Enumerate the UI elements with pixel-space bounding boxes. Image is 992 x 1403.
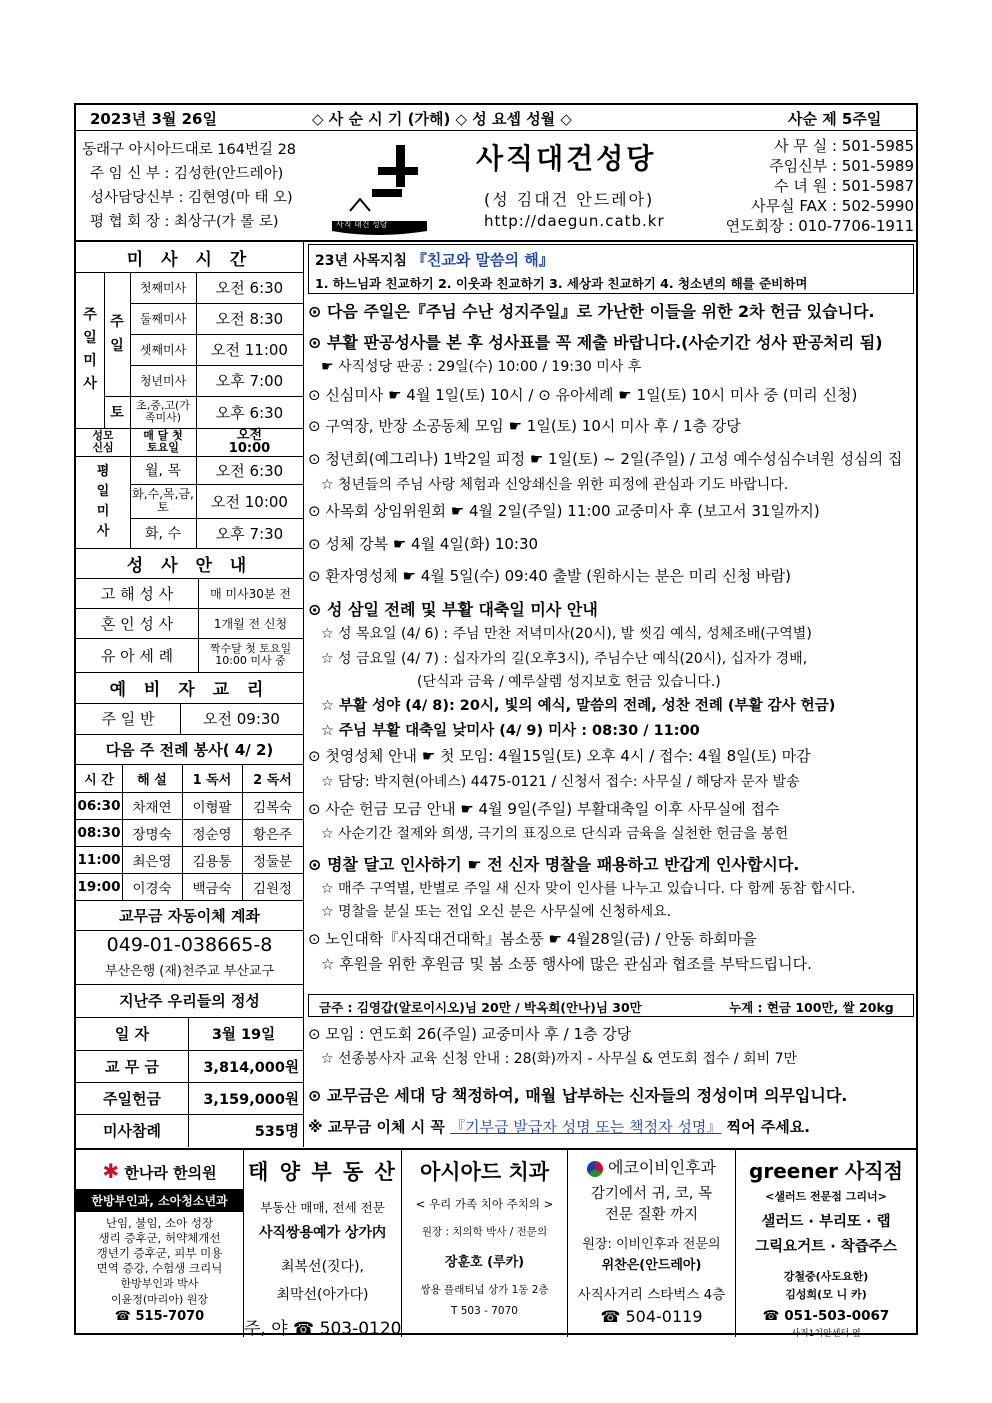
mass-2-name: 둘째미사 — [139, 312, 187, 326]
church-header — [76, 131, 916, 242]
notice-line: ☆ 사순기간 절제와 희생, 극기의 표징으로 단식과 금육을 실천한 헌금을 봉헌 — [321, 826, 789, 842]
duty-header-reading1: 1 독서 — [192, 772, 232, 788]
logo-text: 사직 대건 성당 — [336, 220, 388, 229]
duty-name-cell: 차재연 — [132, 799, 172, 816]
duty-time-cell: 11:00 — [77, 851, 121, 868]
sacrament-marriage: 혼 인 성 사 — [100, 614, 174, 633]
sacrament-baptism: 유 아 세 례 — [100, 646, 174, 665]
notice-line: ⊙ 신심미사 ☛ 4월 1일(토) 10시 / ⊙ 유아세례 ☛ 1일(토) 10시 미사 중 (미리 신청) — [308, 386, 858, 404]
eco-logo-icon — [587, 1161, 603, 1177]
ad-title: 한나라 한의원 — [124, 1164, 217, 1182]
bulletin-date: 2023년 3월 26일 — [90, 110, 217, 128]
duty-name-cell: 최은영 — [132, 853, 172, 870]
weekday-1-name: 월, 목 — [145, 463, 181, 479]
notice-line: ⊙ 노인대학『사직대건대학』봄소풍 ☛ 4월28일(금) / 안동 하회마을 — [308, 930, 757, 948]
ad-title: greener 사직점 — [749, 1159, 903, 1183]
duty-name-cell: 김용통 — [192, 853, 232, 870]
offering-label: 주일헌금 — [103, 1089, 161, 1108]
account-bank: 부산은행 (재)천주교 부산교구 — [104, 963, 275, 979]
duty-header-time: 시 간 — [84, 772, 114, 788]
assistant-pastor-info: 성사담당신부 : 김현영(마 태 오) — [90, 190, 293, 206]
offering-label: 일 자 — [114, 1025, 150, 1043]
weekday-3-name: 화, 수 — [145, 526, 181, 542]
notices-column — [305, 242, 916, 1147]
notice-line: ☆ 후원을 위한 후원금 및 봄 소풍 행사에 많은 관심과 협조를 부탁드립니다. — [321, 955, 812, 973]
offering-value: 535명 — [254, 1124, 299, 1140]
offering-value: 3,814,000원 — [203, 1059, 299, 1076]
duty-time-cell: 19:00 — [77, 878, 121, 895]
pastor-info: 주 임 신 부 : 김성한(안드레아) — [90, 166, 284, 182]
ad-title: 아시아드 치과 — [419, 1160, 550, 1184]
donation-this-week: 금주 : 김영갑(알로이시오)님 20만 / 박옥희(안나)님 30만 — [319, 1000, 642, 1015]
offering-value: 3월 19일 — [211, 1027, 276, 1043]
notice-line: ⊙ 다음 주일은『주님 수난 성지주일』로 가난한 이들을 위한 2차 헌금 있습니다. — [308, 302, 875, 321]
phone-yeondo: 연도회장 : 010-7706-1911 — [725, 217, 914, 235]
duty-time-cell: 06:30 — [77, 797, 121, 814]
ad-title: 에코이비인후과 — [607, 1158, 717, 1177]
notice-line: ⊙ 사목회 상임위원회 ☛ 4월 2일(주일) 11:00 교중미사 후 (보고서 31일까지) — [308, 502, 820, 520]
ad-asiad-dental: 아시아드 치과 < 우리 가족 치아 주치의 > 원장 : 치의학 박사 / 전문의 장훈호 (루카) 쌍용 플래티넘 상가 1동 2층 T 503 - 7070 — [402, 1150, 568, 1337]
ad-subtitle: 한방부인과, 소아청소년과 — [76, 1189, 243, 1212]
council-president-info: 평 협 회 장 : 최상구(가 롤 로) — [90, 214, 279, 230]
church-logo — [322, 139, 432, 235]
account-number: 049-01-038665-8 — [106, 934, 273, 956]
church-name: 사직대건성당 — [476, 142, 657, 175]
liturgy-duty-title: 다음 주 전례 봉사( 4/ 2) — [105, 740, 274, 759]
duty-time-cell: 08:30 — [77, 824, 121, 841]
duty-name-cell: 이경숙 — [132, 880, 172, 897]
duty-name-cell: 김복숙 — [252, 799, 293, 816]
church-website[interactable]: http://daegun.catb.kr — [484, 212, 665, 230]
notice-line: ⊙ 환자영성체 ☛ 4월 5일(수) 09:40 출발 (원하시는 분은 미리 신청 바람) — [308, 567, 791, 585]
saturday-label: 토 — [110, 405, 124, 421]
sunday-week: 사순 제 5주일 — [788, 110, 882, 128]
notice-line: ☆ 성 금요일 (4/ 7) : 십자가의 길(오후3시), 주님수난 예식(20시), 십자가 경배, — [321, 651, 808, 667]
duty-name-cell: 장명숙 — [132, 826, 172, 843]
liturgical-season: ◇ 사 순 시 기 (가해) ◇ 성 요셉 성월 ◇ — [312, 110, 572, 128]
sacrament-baptism-info: 짝수달 첫 토요일 10:00 미사 중 — [209, 642, 292, 667]
motto-items: 1. 하느님과 친교하기 2. 이웃과 친교하기 3. 세상과 친교하기 4. 청소년의 해를 준비하며 — [315, 276, 808, 291]
sacrament-confession-info: 매 미사30분 전 — [210, 586, 291, 601]
notice-line: ⊙ 사순 헌금 모금 안내 ☛ 4월 9일(주일) 부활대축일 이후 사무실에 접수 — [308, 800, 780, 818]
notice-line: ☆ 청년들의 주님 사랑 체험과 신앙쇄신을 위한 피정에 관심과 기도 바랍니다. — [321, 477, 789, 493]
duty-name-cell: 황은주 — [252, 826, 293, 843]
sponsor-ads — [76, 1148, 916, 1339]
notice-line: ☆ 매주 구역별, 반별로 주일 새 신자 맞이 인사를 나누고 있습니다. 다 함께 동참 합시다. — [321, 881, 856, 897]
motto-prefix: 23년 사목지침 — [315, 253, 412, 269]
notice-line: ⊙ 성체 강복 ☛ 4월 4일(화) 10:30 — [308, 535, 539, 553]
weekday-3-time: 오후 7:30 — [215, 524, 284, 543]
top-bar — [76, 105, 916, 131]
notice-line: ⊙ 첫영성체 안내 ☛ 첫 모임: 4월15일(토) 오후 4시 / 접수: 4월 8일(토) 마감 — [308, 747, 811, 765]
ad-taeyang-realty: 태 양 부 동 산 부동산 매매, 전세 전문 사직쌍용예가 상가内 최복선(짓다), 최막선(아가다) 주, 야 ☎ 503-0120 — [244, 1150, 402, 1337]
ad-title: 태 양 부 동 산 — [248, 1160, 397, 1184]
donation-total: 누계 : 현금 100만, 쌀 20kg — [729, 1000, 894, 1015]
duty-header-commentary: 해 설 — [137, 772, 167, 788]
bulletin-page — [74, 103, 918, 1339]
notice-line: ⊙ 성 삼일 전례 및 부활 대축일 미사 안내 — [308, 600, 598, 619]
duty-name-cell: 정순영 — [192, 826, 232, 843]
notice-line: ☛ 사직성당 판공 : 29일(수) 10:00 / 19:30 미사 후 — [321, 359, 642, 375]
account-title: 교무금 자동이체 계좌 — [119, 906, 260, 925]
catechism-class: 주 일 반 — [101, 710, 155, 728]
notice-line: ⊙ 명찰 달고 인사하기 ☛ 전 신자 명찰을 패용하고 반갑게 인사합시다. — [308, 855, 800, 874]
ad-hannara-clinic: ✱ 한나라 한의원 한방부인과, 소아청소년과 난임, 불임, 소아 성장 생리 증후군, 허약체개선 갱년기 증후군, 피부 미용 면역 증강, 수험생 크리닉 한방부인과 박사 이윤정(마리아) 원장 ☎ 515-7070 — [76, 1150, 244, 1337]
mass-4-name: 청년미사 — [139, 374, 187, 388]
sunday-label: 주일 — [110, 314, 124, 354]
notice-line: ☆ 부활 성야 (4/ 8): 20시, 빛의 예식, 말씀의 전례, 성찬 전례 (부활 감사 헌금) — [321, 698, 836, 714]
phone-pastor: 주임신부 : 501-5989 — [769, 157, 914, 175]
motto-title: 『친교와 말씀의 해』 — [411, 251, 554, 269]
mass-2-time: 오전 8:30 — [215, 310, 284, 328]
notice-line: ☆ 담당: 박지현(아녜스) 4475-0121 / 신청서 접수: 사무실 / 해당자 문자 발송 — [321, 774, 800, 790]
offering-label: 미사참례 — [103, 1122, 161, 1140]
mass-4-time: 오후 7:00 — [215, 372, 284, 390]
offering-label: 교 무 금 — [105, 1057, 159, 1076]
notice-line: ☆ 성 목요일 (4/ 6) : 주님 만찬 저녁미사(20시), 발 씻김 예식, 성체조배(구역별) — [321, 626, 812, 642]
weekday-2-name: 화,수,목,금, 토 — [132, 487, 194, 514]
duty-name-cell: 김원정 — [252, 880, 293, 897]
ad-eco-ent-clinic: 에코이비인후과 감기에서 귀, 코, 목 전문 질환 까지 원장: 이비인후과 전문의 위찬은(안드레아) 사직사거리 스타벅스 4층 ☎ 504-0119 — [568, 1150, 736, 1337]
tithe-link: 『기부금 발급자 성명 또는 책정자 성명』 — [450, 1118, 722, 1136]
catechism-time: 오전 09:30 — [203, 710, 280, 728]
notice-line: ⊙ 부활 판공성사를 본 후 성사표를 꼭 제출 바랍니다.(사순기간 성사 판공처리 됨) — [308, 333, 883, 352]
heart-mass-time: 오전 10:00 — [228, 428, 271, 456]
offering-value: 3,159,000원 — [203, 1091, 299, 1108]
weekday-mass-label: 평일미사 — [96, 464, 110, 539]
saturday-mass-name: 초,중,고(가족미사) — [136, 399, 190, 424]
catechism-title: 예 비 자 교 리 — [109, 680, 270, 700]
notice-line: ⊙ 구역장, 반장 소공동체 모임 ☛ 1일(토) 10시 미사 후 / 1층 강당 — [308, 417, 741, 435]
donation-box — [308, 994, 914, 1017]
heart-mass-name: 매 달 첫 토요일 — [143, 429, 183, 454]
notice-line: ⊙ 모임 : 연도회 26(주일) 교중미사 후 / 1층 강당 — [308, 1025, 632, 1043]
phone-list — [684, 136, 914, 236]
left-column — [76, 242, 304, 1147]
sacrament-title: 성 사 안 내 — [126, 555, 253, 576]
notice-line: ☆ 주님 부활 대축일 낮미사 (4/ 9) 미사 : 08:30 / 11:00 — [321, 723, 700, 739]
flower-icon: ✱ — [102, 1159, 120, 1183]
duty-name-cell: 백금숙 — [192, 880, 232, 897]
notice-line: ⊙ 청년회(예그리나) 1박2일 피정 ☛ 1일(토) ~ 2일(주일) / 고성 예수성심수녀원 성심의 집 — [308, 450, 903, 468]
duty-name-cell: 정둘분 — [252, 853, 293, 870]
mass-1-time: 오전 6:30 — [215, 279, 284, 297]
tithe-notice: ※ 교무금 이체 시 꼭 『기부금 발급자 성명 또는 책정자 성명』 찍어 주세요. — [308, 1118, 810, 1136]
notice-line: ⊙ 교무금은 세대 당 책정하여, 매월 납부하는 신자들의 정성이며 의무입니다. — [308, 1086, 848, 1105]
weekday-1-time: 오전 6:30 — [215, 461, 284, 480]
ad-greener: greener 사직점 <샐러드 전문점 그리너> 샐러드 · 부리또 · 랩 그릭요거트 · 착즙주스 강철중(사도요한) 김성희(모 니 카) ☎ 051-503-0067 사직1치안센터 옆 — [736, 1150, 916, 1337]
church-patron: (성 김대건 안드레아) — [484, 190, 655, 209]
mass-1-name: 첫째미사 — [139, 281, 187, 295]
duty-header-reading2: 2 독서 — [253, 772, 292, 788]
phone-convent: 수 녀 원 : 501-5987 — [774, 177, 914, 195]
mass-3-name: 셋째미사 — [139, 343, 187, 357]
notice-line: ☆ 명찰을 분실 또는 전입 오신 분은 사무실에 신청하세요. — [321, 904, 672, 920]
sacrament-marriage-info: 1개월 전 신청 — [213, 616, 288, 631]
duty-name-cell: 이형팔 — [192, 799, 232, 816]
sunday-mass-label: 주일미사 — [83, 307, 97, 392]
notice-line: (단식과 금육 / 예루살렘 성지보호 헌금 있습니다.) — [417, 674, 721, 690]
phone-office: 사 무 실 : 501-5985 — [774, 137, 914, 155]
sacrament-confession: 고 해 성 사 — [100, 584, 174, 603]
heart-mass-label: 성모신심 — [92, 429, 114, 454]
notice-line: ☆ 선종봉사자 교육 신청 안내 : 28(화)까지 - 사무실 & 연도회 접수 / 회비 7만 — [321, 1051, 797, 1067]
mass-times-title: 미 사 시 간 — [126, 249, 253, 270]
saturday-mass-time: 오후 6:30 — [215, 403, 284, 422]
mass-3-time: 오전 11:00 — [211, 341, 288, 359]
offering-title: 지난주 우리들의 정성 — [119, 992, 260, 1010]
pastoral-motto-box — [308, 244, 914, 294]
weekday-2-time: 오전 10:00 — [211, 492, 288, 511]
phone-fax: 사무실 FAX : 502-5990 — [751, 197, 914, 215]
church-address: 동래구 아시아드대로 164번길 28 — [82, 142, 297, 158]
